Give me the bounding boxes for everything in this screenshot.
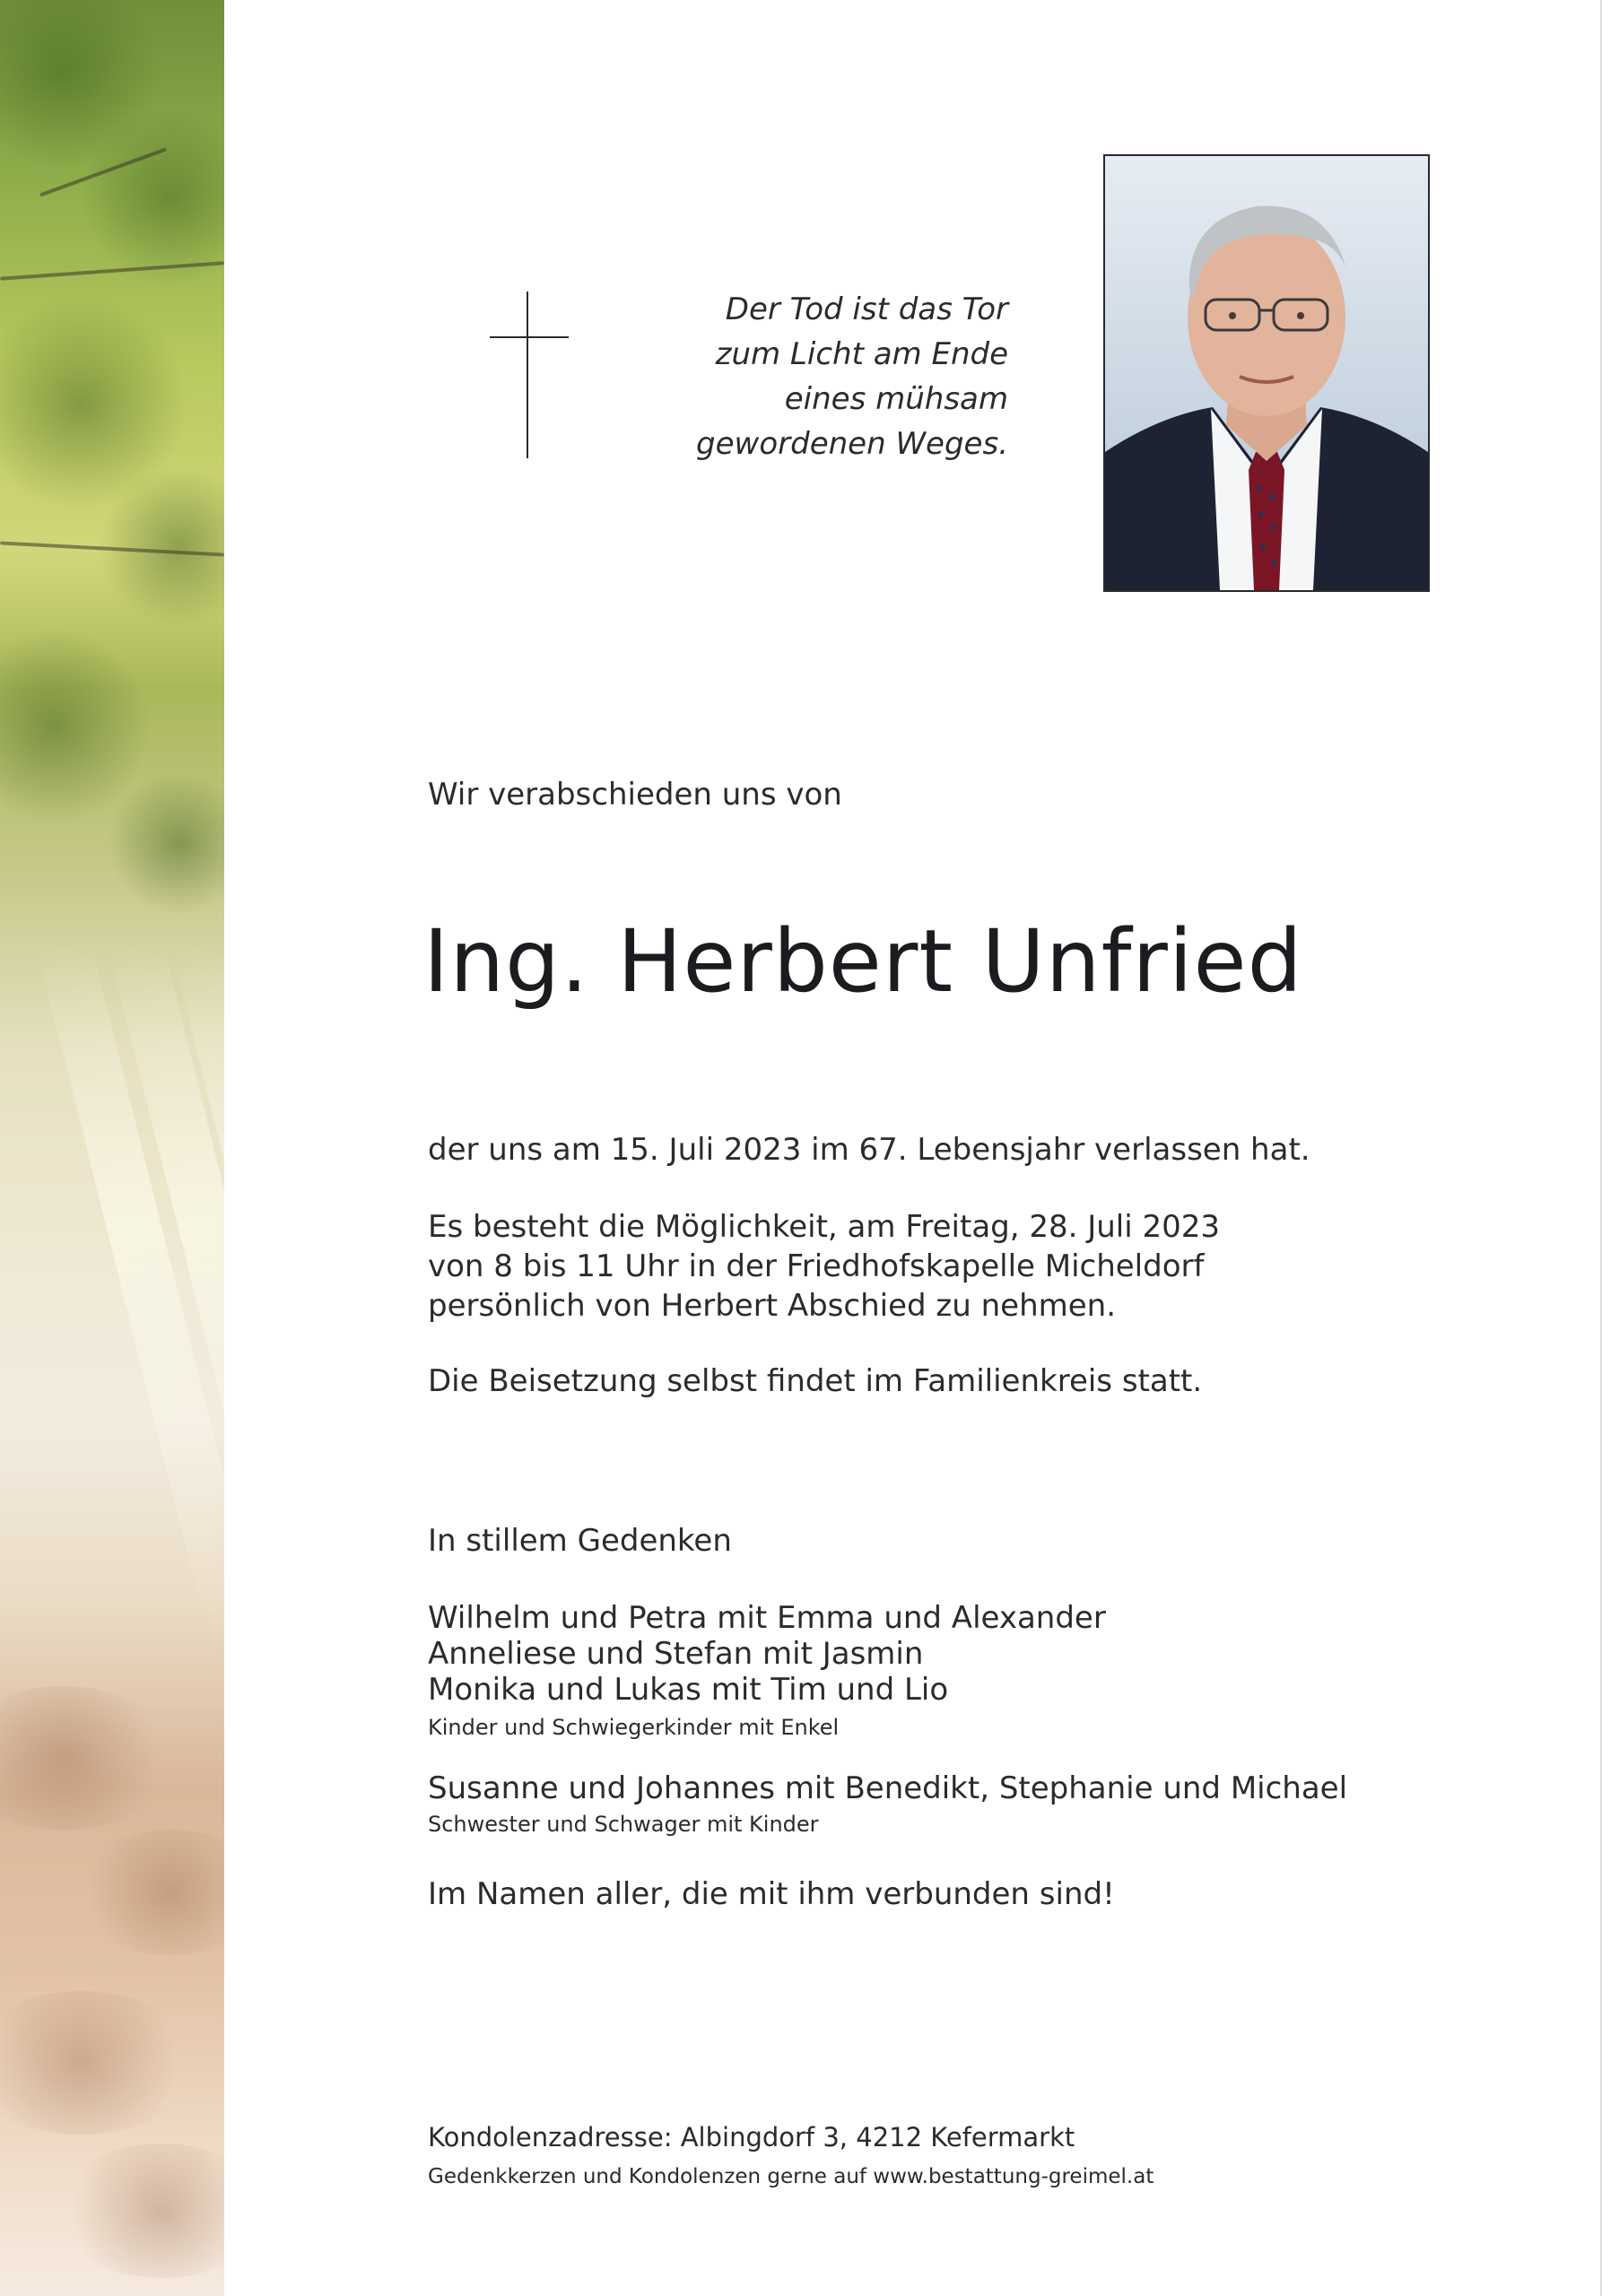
farewell-line: Es besteht die Möglichkeit, am Freitag, 28. Juli 2023 — [428, 1209, 1221, 1245]
mourners-heading: In stillem Gedenken — [428, 1523, 732, 1559]
mourner-relation: Kinder und Schwiegerkinder mit Enkel — [428, 1715, 840, 1740]
motto-line: eines mühsam — [784, 381, 1008, 417]
mourner-line: Monika und Lukas mit Tim und Lio — [428, 1672, 949, 1708]
portrait-illustration — [1105, 156, 1428, 590]
mourner-line: Wilhelm und Petra mit Emma und Alexander — [428, 1600, 1106, 1636]
motto-line: Der Tod ist das Tor — [725, 291, 1008, 327]
death-notice: der uns am 15. Juli 2023 im 67. Lebensjahr verlassen hat. — [428, 1132, 1310, 1168]
motto-quote — [682, 287, 1008, 466]
mourner-line: Anneliese und Stefan mit Jasmin — [428, 1636, 924, 1672]
online-condolence-note: Gedenkkerzen und Kondolenzen gerne auf www.bestattung-greimel.at — [428, 2165, 1154, 2188]
condolence-address: Kondolenzadresse: Albingdorf 3, 4212 Kefermarkt — [428, 2122, 1075, 2152]
cross-symbol — [490, 291, 569, 458]
motto-line: zum Licht am Ende — [715, 336, 1008, 372]
portrait-photo — [1103, 154, 1430, 592]
mourner-relation: Schwester und Schwager mit Kinder — [428, 1812, 819, 1837]
deceased-name: Ing. Herbert Unfried — [423, 911, 1303, 1012]
farewell-line: persönlich von Herbert Abschied zu nehmen. — [428, 1288, 1117, 1324]
motto-line: gewordenen Weges. — [696, 426, 1008, 462]
closing-line: Im Namen aller, die mit ihm verbunden sind! — [428, 1876, 1115, 1912]
mourner-line: Susanne und Johannes mit Benedikt, Stephanie und Michael — [428, 1770, 1348, 1806]
farewell-line: von 8 bis 11 Uhr in der Friedhofskapelle Micheldorf — [428, 1248, 1205, 1284]
forest-path-image — [0, 0, 224, 2296]
burial-note: Die Beisetzung selbst findet im Familienkreis statt. — [428, 1363, 1203, 1399]
intro-text: Wir verabschieden uns von — [428, 777, 842, 813]
